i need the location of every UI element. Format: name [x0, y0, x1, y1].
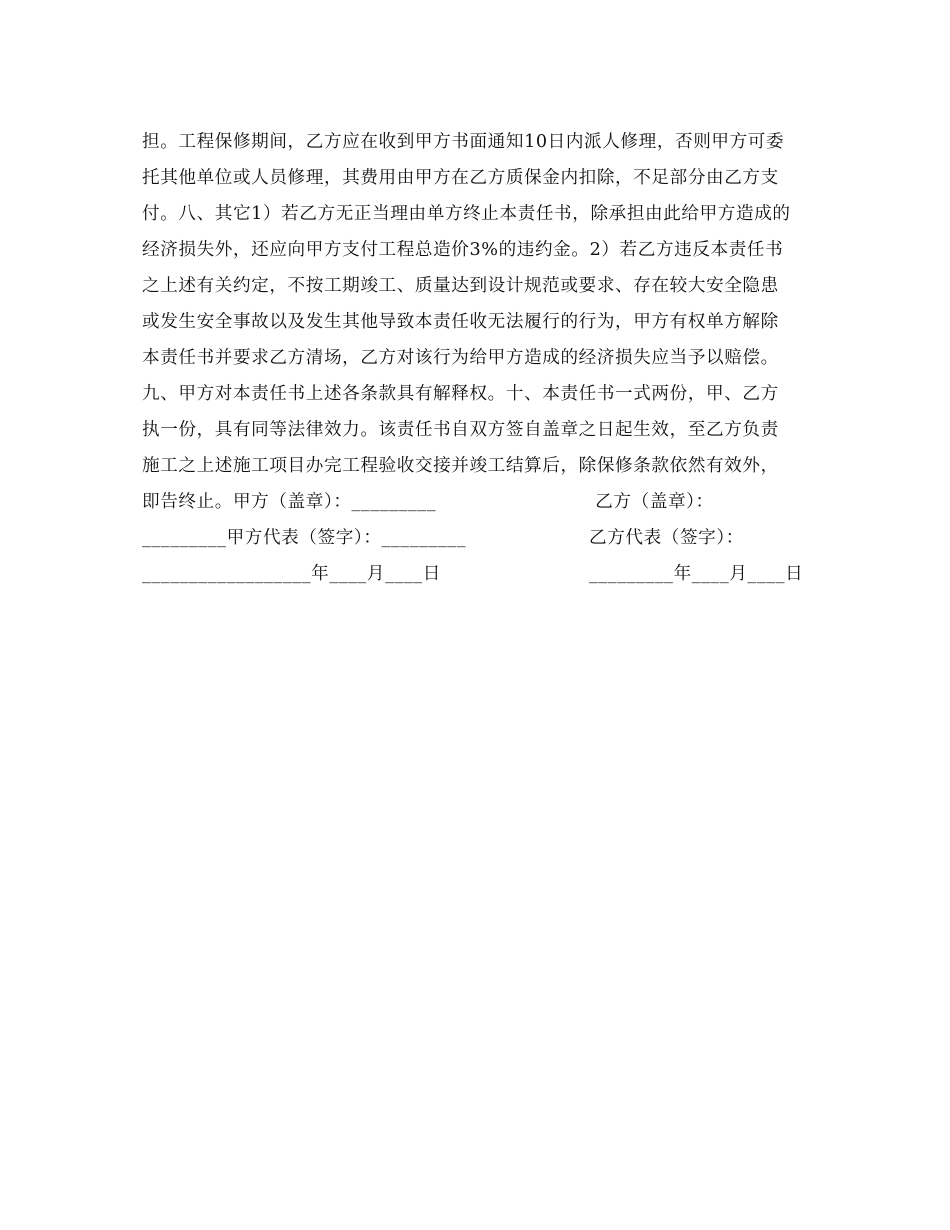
text-line: 施工之上述施工项目办完工程验收交接并竣工结算后，除保修条款依然有效外， [142, 456, 779, 476]
text-line: 担。工程保修期间，乙方应在收到甲方书面通知10日内派人修理，否则甲方可委 [142, 132, 785, 152]
party-a-representative-line: _________甲方代表（签字）：_________ [142, 528, 467, 548]
text-line: 九、甲方对本责任书上述各条款具有解释权。十、本责任书一式两份，甲、乙方 [142, 384, 779, 404]
text-line: 执一份，具有同等法律效力。该责任书自双方签自盖章之日起生效，至乙方负责 [142, 420, 779, 440]
text-line: 或发生安全事故以及发生其他导致本责任收无法履行的行为，甲方有权单方解除 [142, 312, 779, 332]
party-a-signature-block [142, 484, 466, 592]
party-a-date-line: __________________年____月____日 [142, 564, 441, 584]
party-a-seal-line: 即告终止。甲方（盖章）：_________ [142, 492, 437, 512]
party-b-representative-line: 乙方代表（签字）： [589, 528, 744, 548]
text-line: 经济损失外，还应向甲方支付工程总造价3%的违约金。2）若乙方违反本责任书 [142, 240, 784, 260]
contract-body [142, 124, 812, 484]
party-b-seal-line: 乙方（盖章）： [589, 492, 714, 512]
text-line: 之上述有关约定，不按工期竣工、质量达到设计规范或要求、存在较大安全隐患 [142, 276, 779, 296]
party-b-date-line: _________年____月____日 [589, 564, 804, 584]
party-b-signature-block [589, 484, 803, 592]
text-line: 付。八、其它1）若乙方无正当理由单方终止本责任书，除承担由此给甲方造成的 [142, 204, 791, 224]
text-line: 本责任书并要求乙方清场，乙方对该行为给甲方造成的经济损失应当予以赔偿。 [142, 348, 779, 368]
text-line: 托其他单位或人员修理，其费用由甲方在乙方质保金内扣除，不足部分由乙方支 [142, 168, 779, 188]
